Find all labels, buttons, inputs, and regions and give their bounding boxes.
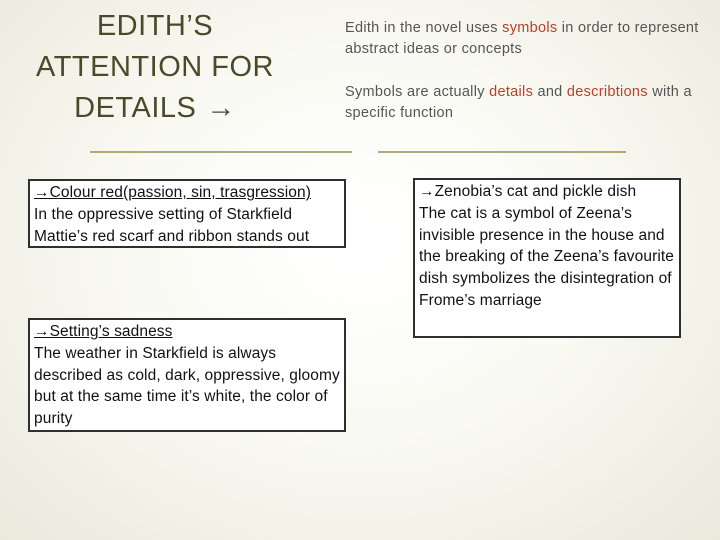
text-box-setting-sadness — [28, 318, 346, 432]
box-heading: →Setting’s sadness — [34, 323, 173, 340]
bullet-item-details — [322, 82, 702, 124]
text-box-colour-red — [28, 179, 346, 248]
title-line-2: ATTENTION FOR — [36, 51, 274, 83]
bullet-item-symbols — [322, 18, 702, 60]
box-heading: →Colour red(passion, sin, trasgression) — [34, 184, 311, 201]
divider-line-right — [378, 151, 626, 153]
slide-title — [10, 6, 300, 129]
box-heading: →Zenobia’s cat and pickle dish — [419, 183, 637, 200]
bullet-list — [322, 18, 702, 124]
bullet-2-text-end: with a specific function — [345, 84, 692, 121]
bullet-2-highlight-describtions: describtions — [566, 84, 648, 100]
bullet-2-text-start: Symbols are actually — [345, 84, 490, 100]
right-arrow-icon: → — [206, 92, 236, 124]
title-line-1: EDITH’S — [96, 10, 214, 42]
bullet-1-text-start: Edith in the novel uses — [345, 20, 503, 36]
title-line-3-text: DETAILS — [74, 92, 197, 124]
text-box-zenobia-cat — [413, 178, 681, 338]
bullet-1-text-end: in order to represent abstract ideas or concepts — [345, 20, 699, 57]
box-body: The weather in Starkfield is always described as cold, dark, oppressive, gloomy but at the same time it’s white, the color of purity — [34, 344, 340, 428]
divider-line-left — [90, 151, 352, 153]
box-body: The cat is a symbol of Zeena’s invisible presence in the house and the breaking of the Zeena’s favourite dish symbolizes the disintegration of Frome’s marriage — [419, 204, 675, 309]
bullet-2-text-middle: and — [533, 84, 567, 100]
title-line-3 — [10, 88, 300, 129]
bullet-1-highlight: symbols — [502, 20, 558, 36]
box-body: In the oppressive setting of Starkfield Mattie’s red scarf and ribbon stands out — [34, 205, 310, 245]
bullet-2-highlight-details: details — [489, 84, 534, 100]
